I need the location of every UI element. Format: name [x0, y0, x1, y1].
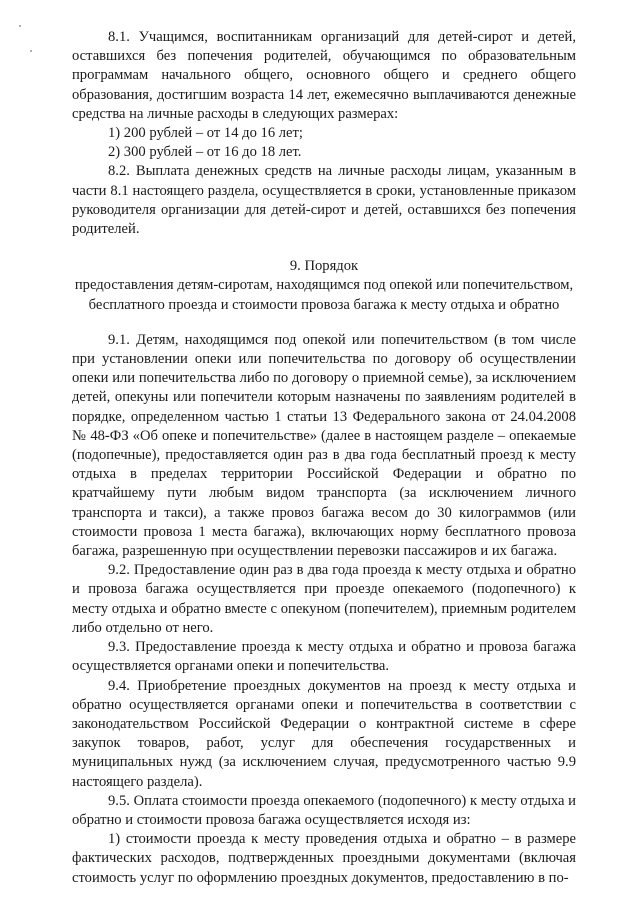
paragraph-9-5: 9.5. Оплата стоимости проезда опекаемого (подопечного) к месту отдыха и обратно и стоимости провоза багажа осуществляется исходя из: [72, 792, 576, 828]
list-item: 1) 200 рублей – от 14 до 16 лет; [108, 125, 303, 142]
paragraph-9-2: 9.2. Предоставление один раз в два года проезда к месту отдыха и обратно и провоза багажа осуществляется при проезде опекаемого (подопечного) к месту отдыха и обратно вместе с опекуном (попечителем), приемным родителем либо отдельно от него. [72, 562, 576, 636]
scan-speck [30, 50, 32, 52]
paragraph-9-4: 9.4. Приобретение проездных документов на проезд к месту отдыха и обратно осуществляется органами опеки и попечительства в соответствии с законодательством Российской Федерации о контрактной системе в сфере закупок товаров, работ, услуг для обеспечения государственных и муниципальных нужд (за исключением случая, предусмотренного частью 9.9 настоящего раздела). [72, 677, 576, 790]
scan-speck [19, 25, 21, 27]
paragraph-9-3: 9.3. Предоставление проезда к месту отдыха и обратно и провоза багажа осуществляется органами опеки и попечительства. [72, 639, 576, 675]
paragraph-8-1: 8.1. Учащимся, воспитанникам организаций для детей-сирот и детей, оставшихся без попечения родителей, обучающимся по образовательным программам начального общего, основного общего и среднего общего образования, достигшим возраста 14 лет, ежемесячно выплачиваются денежные средства на личные расходы в следующих размерах: [72, 29, 576, 122]
section-number: 9. Порядок [289, 258, 359, 275]
paragraph-9-5-1: 1) стоимости проезда к месту проведения отдыха и обратно – в размере фактических расходов, подтвержденных проездными документами (включая стоимость услуг по оформлению проездных документов, предоставлению в по- [72, 831, 576, 886]
page-content [72, 28, 576, 888]
paragraph-9-1: 9.1. Детям, находящимся под опекой или попечительством (в том числе при установлении опеки или попечительства по договору об осуществлении опеки или попечительства либо по договору о приемной семье), за исключением детей, опекуны или попечители которым назначены по заявлениям родителей в порядке, определенном частью 1 статьи 13 Федерального закона от 24.04.2008 № 48-ФЗ «Об опеке и попечительстве» (далее в настоящем разделе – опекаемые (подопечные), предоставляется один раз в два года бесплатный проезд к месту отдыха в пределах территории Российской Федерации и обратно по кратчайшему пути любым видом транспорта (за исключением личного транспорта и такси), а также провоз багажа весом до 30 килограммов (или стоимости провоза 1 места багажа), включающих норму бесплатного провоза багажа, разрешенную при осуществлении перевозки пассажиров и их багажа. [72, 331, 576, 560]
list-item: 2) 300 рублей – от 16 до 18 лет. [108, 144, 302, 161]
section-title: предоставления детям-сиротам, находящимся под опекой или попечительством, бесплатного проезда и стоимости провоза багажа к месту отдыха и обратно [74, 277, 574, 313]
paragraph-8-2: 8.2. Выплата денежных средств на личные расходы лицам, указанным в части 8.1 настоящего раздела, осуществляется в сроки, установленные приказом руководителя организации для детей-сирот и детей, оставшихся без попечения родителей. [72, 163, 576, 238]
